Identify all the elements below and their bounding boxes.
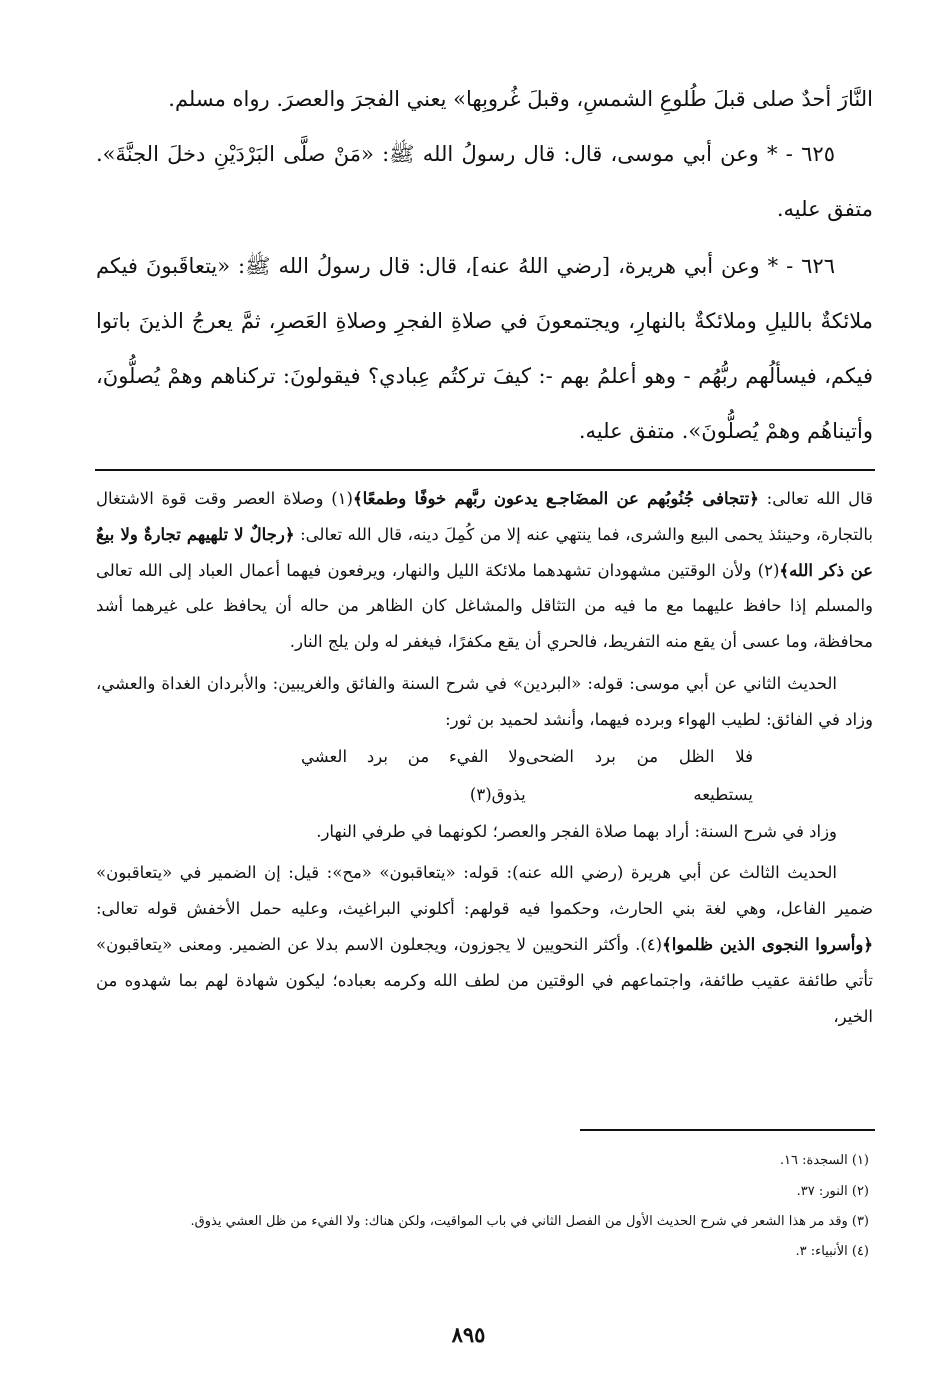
- commentary-text: (١) وصلاة العصر وقت قوة الاشتغال بالتجارة، وحينئذ يحمى البيع والشرى، فما ينتهي عنه إلا من كُمِلَ دينه، قال الله تعالى:: [96, 489, 873, 544]
- footnote-divider: [580, 1129, 875, 1131]
- verse-first-hemistich: فلا الظل من برد الضحى يستطيعه: [525, 746, 753, 804]
- poetry-verse: [96, 738, 873, 814]
- quran-quote: ﴿تتجافى جُنُوبُهم عن المضَاجـع يدعون ربَّهم خوفًا وطمعًا﴾: [352, 489, 759, 508]
- footnote-3: (٣) وقد مر هذا الشعر في شرح الحديث الأول من الفصل الثاني في باب المواقيت، ولكن هناك: ولا الفيء من ظل العشي يذوق.: [190, 1214, 869, 1229]
- commentary-paragraph-1: [96, 481, 873, 660]
- footnote-2: (٢) النور: ٣٧.: [796, 1184, 869, 1199]
- commentary-section: [96, 481, 873, 1034]
- footnote-4: (٤) الأنبياء: ٣.: [795, 1244, 869, 1259]
- verse-second-hemistich: ولا الفيء من برد العشي يذوق(٣): [301, 746, 526, 804]
- commentary-paragraph-4: [96, 855, 873, 1034]
- hadith-section: [96, 72, 873, 459]
- quran-quote: ﴿وأسروا النجوى الذين ظلموا﴾: [662, 934, 873, 954]
- commentary-text: (٤). وأكثر النحويين لا يجوزون، ويجعلون الاسم بدلا عن الضمير. ومعنى «يتعاقبون» تأتي طائفة عقيب طائفة، واجتماعهم في الوقتين من لطف الله وكرمه بعباده؛ ليكون شهادة لهم بما شهدوه من الخير،: [96, 934, 873, 1026]
- commentary-text: الحديث الثالث عن أبي هريرة (رضي الله عنه): قوله: «يتعاقبون» «مح»: قيل: إن الضمير في «يتعاقبون» ضمير الفاعل، وهي لغة بني الحارث، وحكموا فيه قولهم: أكلوني البراغيث، وعليه حمل الأخفش قوله تعالى:: [96, 863, 873, 919]
- commentary-paragraph-2: الحديث الثاني عن أبي موسى: قوله: «البردين» في شرح السنة والفائق والغريبين: والأبردان الغداة والعشي، وزاد في الفائق: لطيب الهواء وبرده فيهما، وأنشد لحميد بن ثور:: [96, 673, 873, 729]
- hadith-626: ٦٢٦ - * وعن أبي هريرة، [رضي اللهُ عنه]، قال: قال رسولُ الله ﷺ: «يتعاقَبونَ فيكم ملائكةٌ بالليلِ وملائكةٌ بالنهارِ، ويجتمعونَ في صلاةِ الفجرِ وصلاةِ العَصرِ، ثمَّ يعرجُ الذينَ باتوا فيكم، فيسألُهم ربُّهُم - وهو أعلمُ بهم -: كيفَ تركتُم عِبادي؟ فيقولونَ: تركناهم وهمْ يُصلُّونَ، وأتيناهُم وهمْ يُصلُّونَ». متفق عليه.: [96, 254, 873, 443]
- footnote-1: (١) السجدة: ١٦.: [779, 1153, 869, 1168]
- commentary-text: قال الله تعالى:: [758, 489, 873, 508]
- hadith-continuation: النَّارَ أحدٌ صلى قبلَ طُلوعِ الشمسِ، وقبلَ غُروبِها» يعني الفجرَ والعصرَ. رواه مسلم.: [168, 87, 873, 111]
- commentary-paragraph-3: وزاد في شرح السنة: أراد بهما صلاة الفجر والعصر؛ لكونهما في طرفي النهار.: [316, 821, 837, 841]
- footnotes: [96, 1148, 869, 1270]
- commentary-text: (٢) ولأن الوقتين مشهودان تشهدهما ملائكة الليل والنهار، ويرفعون فيهما أعمال العباد إلى الله تعالى والمسلم إذا حافظ عليهما مع ما فيه من التثاقل والمشاغل كان الظاهر من حاله أن يحافظ على غيرهما أشد محافظة، وما عسى أن يقع منه التفريط، فالحري أن يقع مكفرًا، فيغفر له ولن يلج النار.: [96, 560, 873, 652]
- section-divider: [95, 469, 875, 471]
- hadith-625: ٦٢٥ - * وعن أبي موسى، قال: قال رسولُ الله ﷺ: «مَنْ صلَّى البَرْدَيْنِ دخلَ الجنَّةَ». متفق عليه.: [96, 142, 873, 221]
- quran-quote: ﴿رجالٌ لا تلهيهم تجارةٌ ولا بيعٌ عن ذكر الله﴾: [96, 524, 873, 580]
- page-number: ٨٩٥: [451, 1322, 486, 1347]
